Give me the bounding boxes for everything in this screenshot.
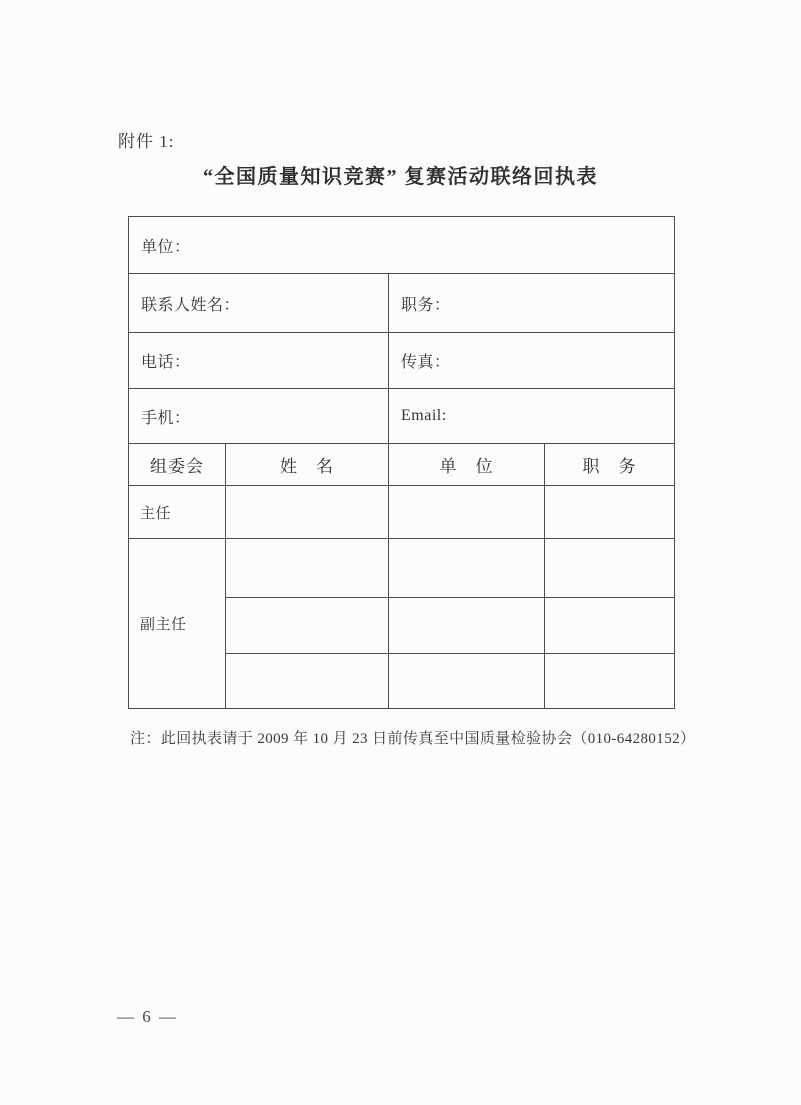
position-label: 职务： bbox=[401, 296, 451, 314]
email-label: Email: bbox=[401, 407, 447, 424]
empty-cell bbox=[545, 486, 675, 539]
reply-form-table bbox=[128, 216, 675, 709]
unit-label-cell bbox=[129, 217, 675, 274]
attachment-label: 附件 1: bbox=[118, 132, 175, 151]
row-phone bbox=[129, 333, 675, 389]
form-title: “全国质量知识竞赛” 复赛活动联络回执表 bbox=[203, 166, 598, 188]
fax-note: 注：此回执表请于 2009 年 10 月 23 日前传真至中国质量检验协会（010-64280152） bbox=[130, 731, 696, 747]
row-director bbox=[129, 486, 675, 539]
header-committee: 组委会 bbox=[129, 444, 226, 486]
page-number: — 6 — bbox=[117, 1007, 178, 1026]
contact-name-cell bbox=[129, 274, 389, 333]
position-cell bbox=[389, 274, 675, 333]
row-contact bbox=[129, 274, 675, 333]
fax-cell bbox=[389, 333, 675, 389]
deputy-label: 副主任 bbox=[140, 617, 187, 633]
row-unit bbox=[129, 217, 675, 274]
committee-header-row bbox=[129, 444, 675, 486]
empty-cell bbox=[545, 654, 675, 709]
mobile-cell bbox=[129, 389, 389, 444]
empty-cell bbox=[389, 598, 545, 654]
empty-cell bbox=[389, 486, 545, 539]
email-cell bbox=[389, 389, 675, 444]
empty-cell bbox=[545, 539, 675, 598]
header-unit: 单 位 bbox=[389, 444, 545, 486]
empty-cell bbox=[226, 598, 389, 654]
header-position: 职 务 bbox=[545, 444, 675, 486]
director-label: 主任 bbox=[140, 505, 172, 522]
row-deputy-1 bbox=[129, 539, 675, 598]
deputy-role-cell bbox=[129, 539, 226, 709]
unit-label: 单位： bbox=[141, 238, 191, 256]
fax-label: 传真： bbox=[401, 354, 451, 371]
phone-cell bbox=[129, 333, 389, 389]
phone-label: 电话： bbox=[141, 354, 191, 371]
row-mobile bbox=[129, 389, 675, 444]
mobile-label: 手机： bbox=[141, 409, 191, 427]
empty-cell bbox=[389, 654, 545, 709]
empty-cell bbox=[226, 486, 389, 539]
empty-cell bbox=[389, 539, 545, 598]
contact-name-label: 联系人姓名： bbox=[141, 296, 241, 314]
empty-cell bbox=[226, 539, 389, 598]
empty-cell bbox=[545, 598, 675, 654]
header-name: 姓 名 bbox=[226, 444, 389, 486]
empty-cell bbox=[226, 654, 389, 709]
director-role-cell bbox=[129, 486, 226, 539]
